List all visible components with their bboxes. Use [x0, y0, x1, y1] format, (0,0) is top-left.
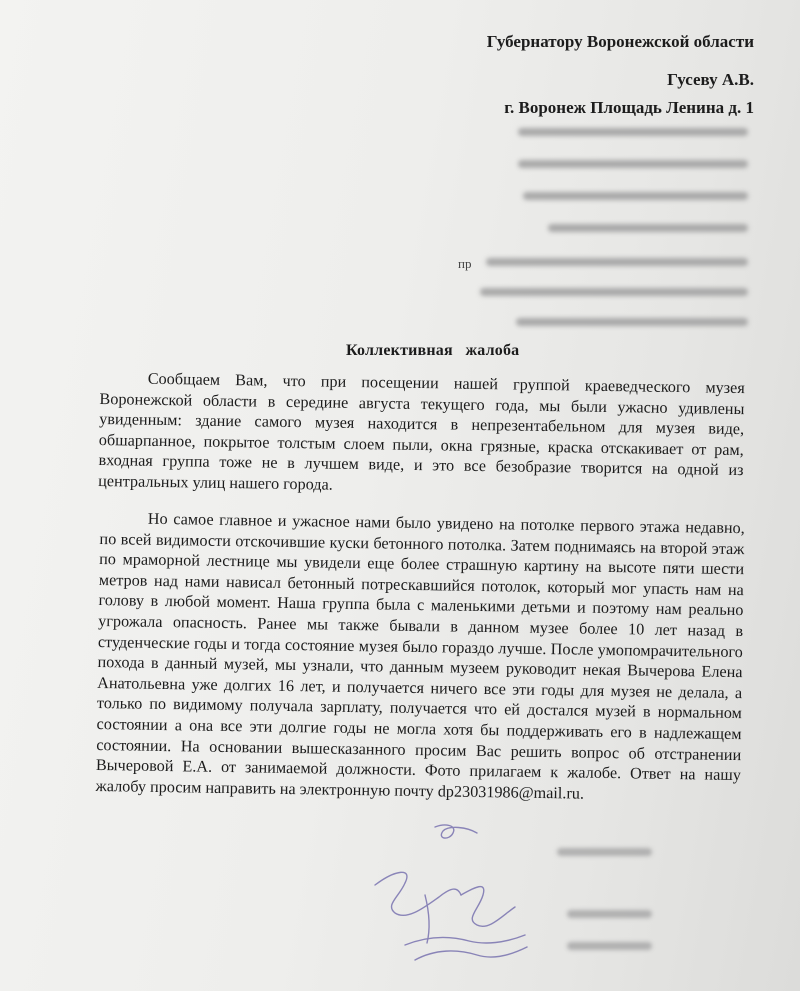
paragraph-1-text: Сообщаем Вам, что при посещении нашей группой краеведческого музея Воронежской области в середине августа текущего года, мы были ужасно удивлены увиденным: здание самого музея находится в непрезентабельном для музея виде, обшарпанное, покрытое толстым слоем пыли, окна грязные, краска отскакивает от рам, входная группа тоже не в лучшем виде, и это все безобразие творится на одной из центральных улиц нашего города.: [98, 369, 745, 494]
addressee-address: г. Воронеж Площадь Ленина д. 1: [504, 98, 754, 117]
paragraph-2-text: Но самое главное и ужасное нами было увидено на потолке первого этажа недавно, по всей видимости отскочившие куски бетонного потолка. Затем поднимаясь на второй этаж по мраморной лестнице мы увидели еще более страшную картину на высоте пяти шести метров над нами нависал бетонный потрескавшийся потолок, который мог упасть нам на голову в любой момент. Наша группа была с маленькими детьми и поэтому нам реально угрожала опасность. Ранее мы также бывали в данном музее более 10 лет назад в студенческие годы и тогда состояние музея было гораздо лучше. После умопомрачительного похода в данный музей, мы узнали, что данным музеем руководит некая Вычерова Елена Анатольевна уже долгих 16 лет, и получается ничего все эти годы для музея не делала, а только по видимому получала зарплату, получается что ей достался музей в нормальном состоянии а она все эти долгие годы не могла хотя бы поддерживать его в надлежащем состоянии. На основании вышесказанного просим Вас решить вопрос об отстранении Вычеровой Е.А. от занимаемой должности. Фото прилагаем к жалобе. Ответ на нашу жалобу просим направить на электронную почту dp23031986@mail.ru.: [95, 509, 745, 803]
sender-fragment: пр: [458, 256, 472, 271]
redacted-signatory-1: [557, 848, 652, 856]
indent: [100, 383, 148, 384]
addressee-name: Гусеву А.В.: [667, 70, 754, 89]
redacted-signatory-2: [567, 910, 652, 918]
handwritten-signature: [365, 815, 545, 975]
paragraph-1: [98, 368, 745, 502]
redacted-signatory-3: [567, 942, 652, 950]
paragraph-2: [95, 508, 744, 806]
document-title: Коллективная жалоба: [346, 342, 520, 359]
addressee-title: Губернатору Воронежской области: [486, 32, 754, 51]
indent: [100, 523, 148, 524]
